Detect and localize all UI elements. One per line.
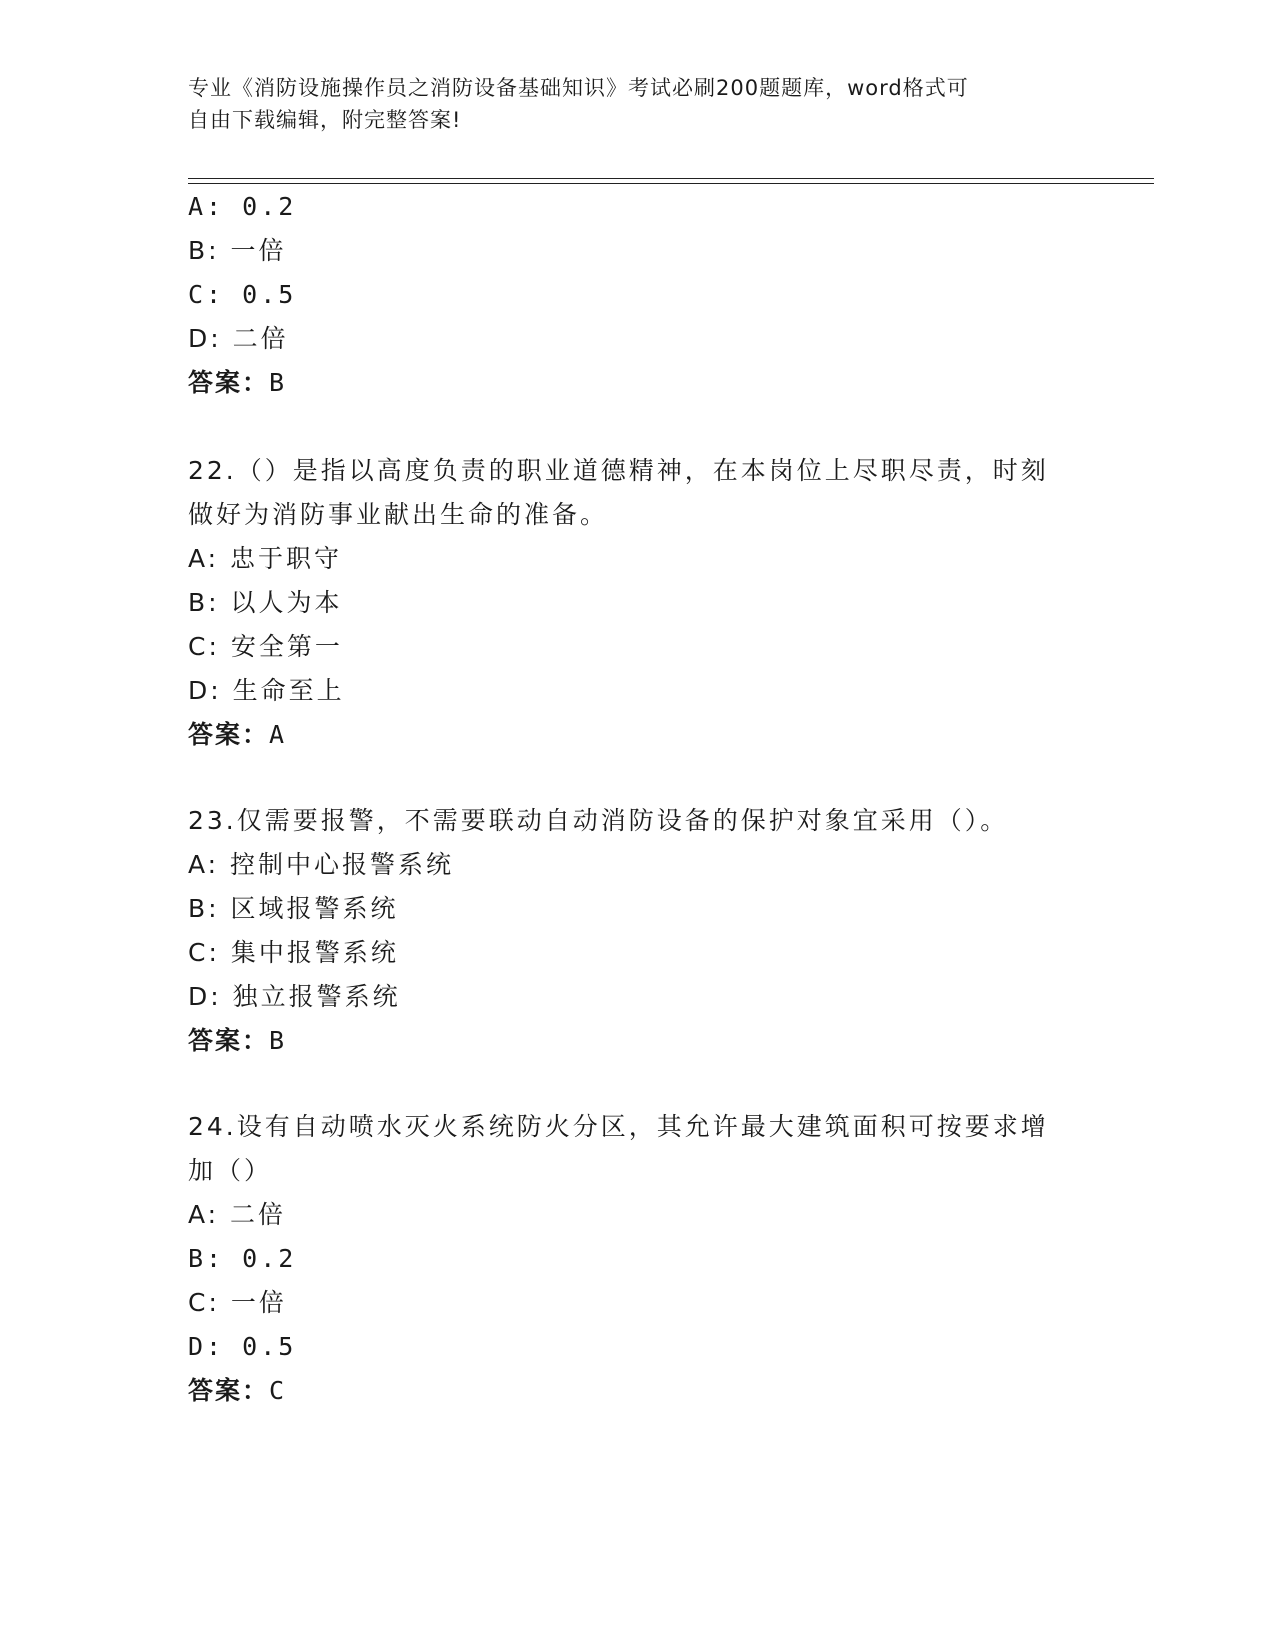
q24-option-c: C: 一倍 <box>188 1288 287 1317</box>
q24-stem-line-1: 24.设有自动喷水灭火系统防火分区，其允许最大建筑面积可按要求增 <box>188 1112 1049 1141</box>
q22-option-a: A: 忠于职守 <box>188 544 343 573</box>
q21-answer <box>188 368 286 398</box>
q22-stem-line-2: 做好为消防事业献出生命的准备。 <box>188 500 609 529</box>
answer-value: A <box>269 720 287 749</box>
q22-option-c: C: 安全第一 <box>188 632 343 661</box>
answer-label: 答案： <box>188 1376 270 1405</box>
answer-value: C <box>269 1376 287 1405</box>
q22-option-d: D: 生命至上 <box>188 676 345 705</box>
q24-option-a: A: 二倍 <box>188 1200 287 1229</box>
header-divider-bottom <box>188 183 1154 184</box>
q22-answer <box>188 720 286 750</box>
q24-option-d: D: 0.5 <box>188 1332 297 1361</box>
q22-stem-line-1: 22.（）是指以高度负责的职业道德精神，在本岗位上尽职尽责，时刻 <box>188 456 1049 485</box>
q21-option-c: C: 0.5 <box>188 280 297 309</box>
header-line-2: 自由下载编辑，附完整答案! <box>188 108 462 132</box>
q24-option-b: B: 0.2 <box>188 1244 297 1273</box>
q21-option-d: D: 二倍 <box>188 324 289 353</box>
q23-option-d: D: 独立报警系统 <box>188 982 401 1011</box>
q23-option-b: B: 区域报警系统 <box>188 894 399 923</box>
answer-value: B <box>269 368 287 397</box>
header-line-1: 专业《消防设施操作员之消防设备基础知识》考试必刷200题题库，word格式可 <box>188 76 969 100</box>
answer-label: 答案： <box>188 1026 270 1055</box>
answer-value: B <box>269 1026 287 1055</box>
q23-option-c: C: 集中报警系统 <box>188 938 399 967</box>
q24-stem-line-2: 加（） <box>188 1156 273 1185</box>
q23-stem-line-1: 23.仅需要报警，不需要联动自动消防设备的保护对象宜采用（）。 <box>188 806 1009 835</box>
q21-option-a: A: 0.2 <box>188 192 297 221</box>
q21-option-b: B: 一倍 <box>188 236 287 265</box>
answer-label: 答案： <box>188 368 270 397</box>
answer-label: 答案： <box>188 720 270 749</box>
q22-option-b: B: 以人为本 <box>188 588 343 617</box>
header-divider-top <box>188 178 1154 179</box>
q23-answer <box>188 1026 286 1056</box>
q24-answer <box>188 1376 286 1406</box>
q23-option-a: A: 控制中心报警系统 <box>188 850 455 879</box>
document-header <box>188 72 1068 136</box>
